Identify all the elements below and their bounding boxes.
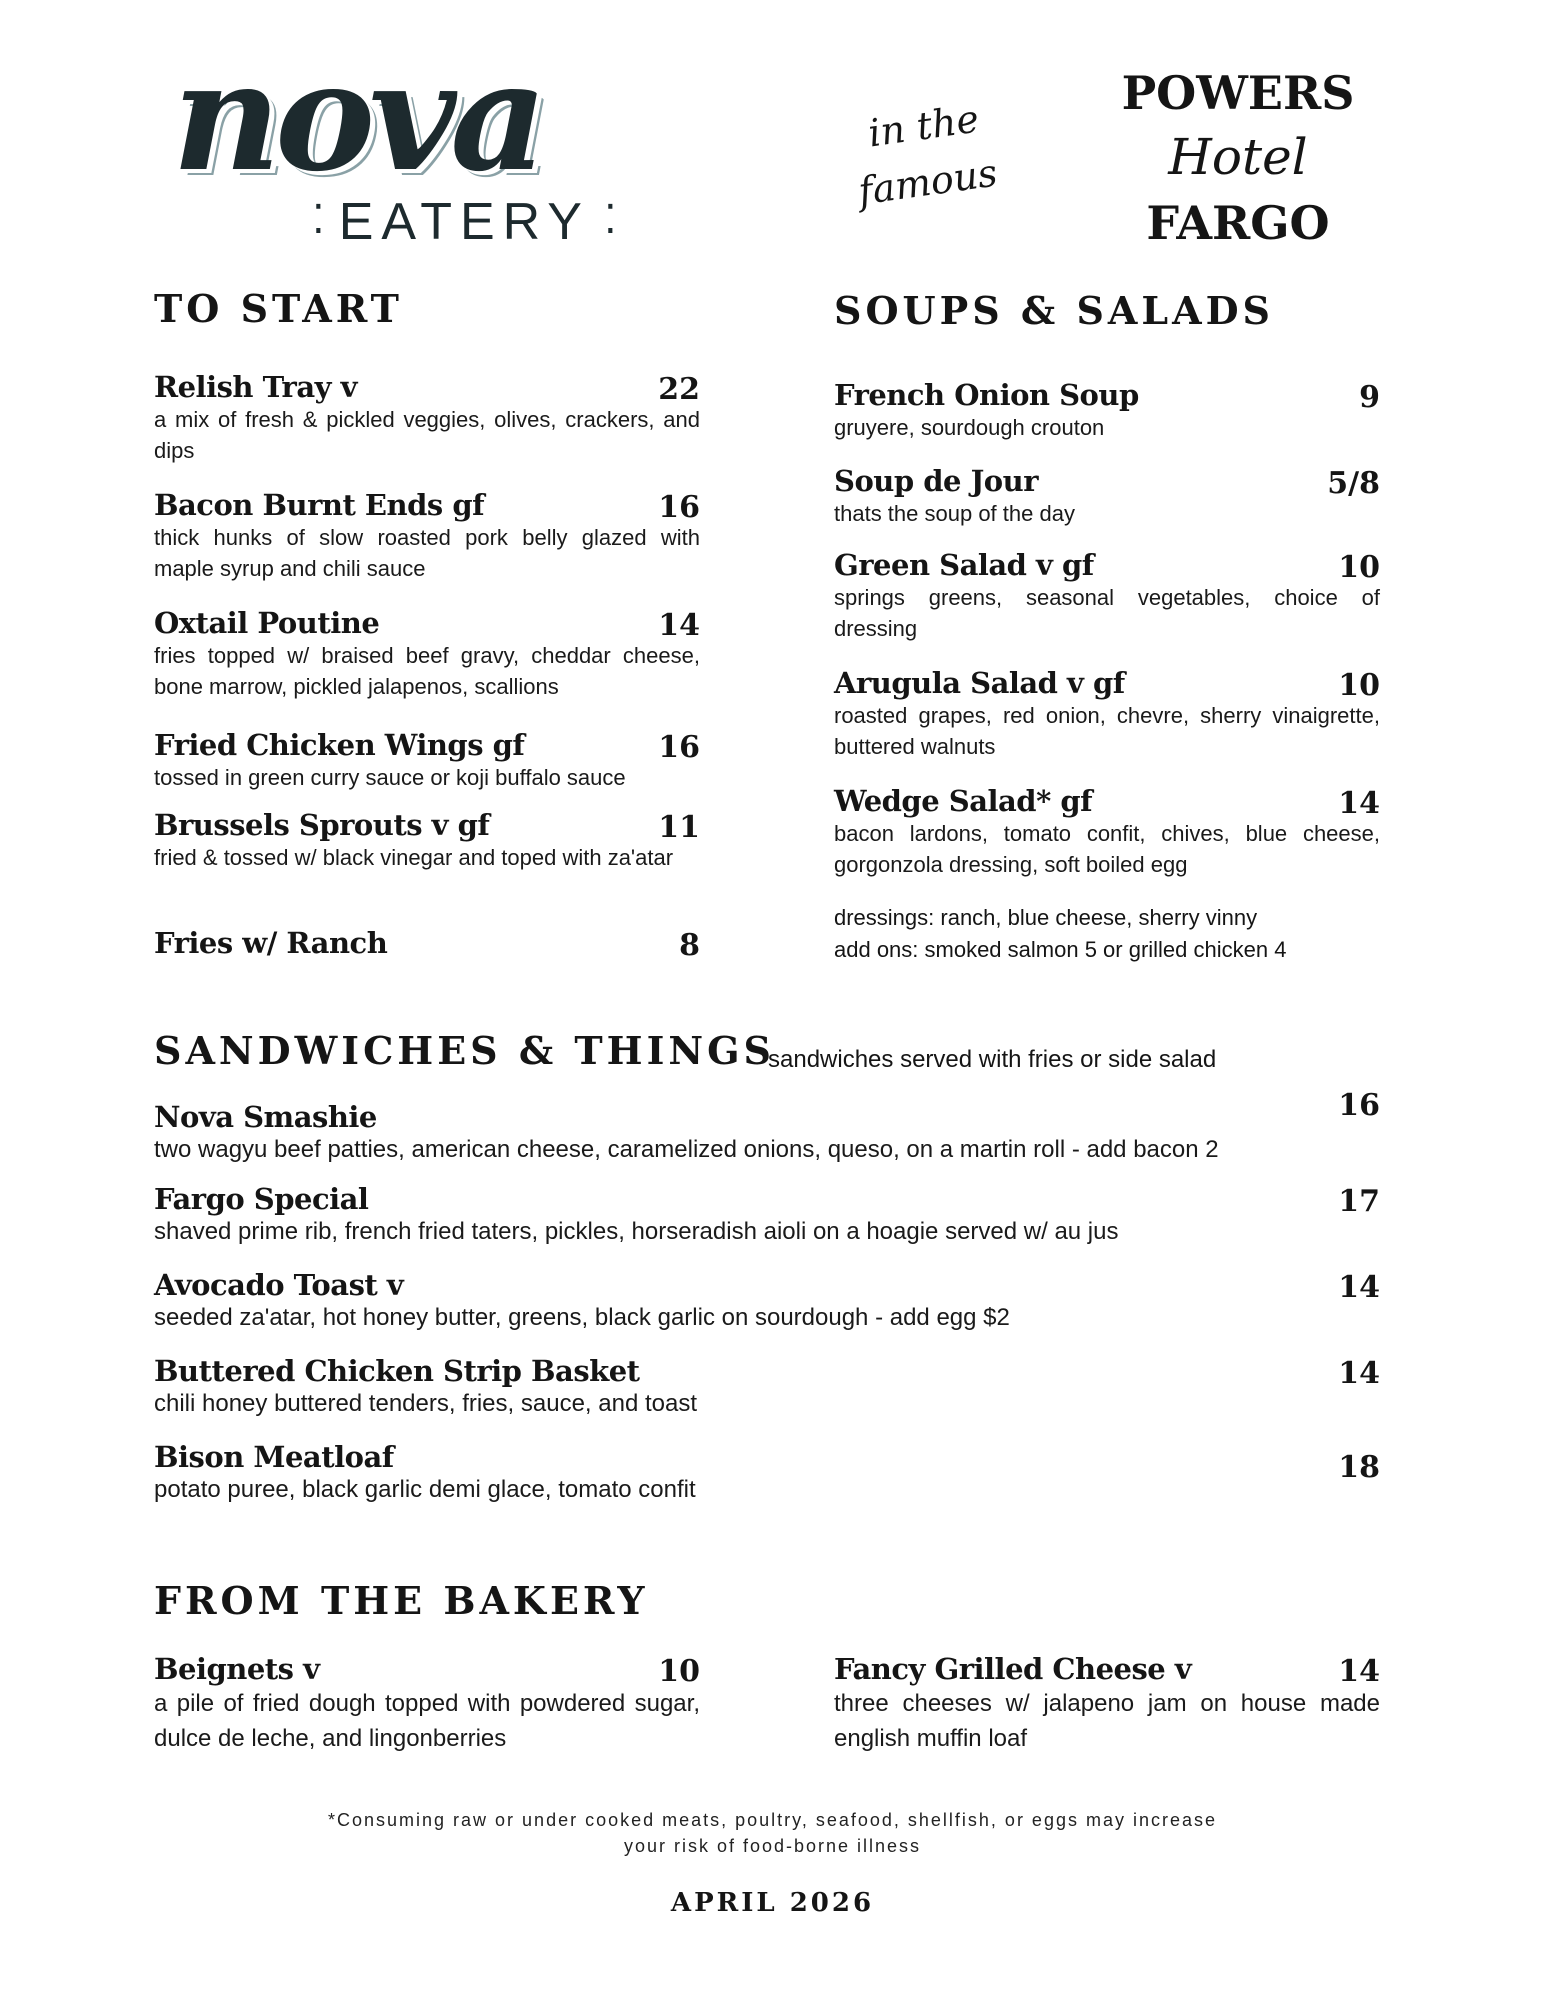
health-disclaimer-line1: *Consuming raw or under cooked meats, poultry, seafood, shellfish, or eggs may increase bbox=[327, 1810, 1218, 1830]
item-description: fried & tossed w/ black vinegar and toped with za'atar bbox=[154, 845, 674, 870]
item-name: Bison Meatloaf bbox=[154, 1440, 394, 1474]
dressings-note: dressings: ranch, blue cheese, sherry vinny bbox=[834, 905, 1258, 930]
sandwiches-subtitle: sandwiches served with fries or side salad bbox=[768, 1046, 1217, 1073]
menu-item bbox=[834, 784, 1380, 880]
item-price: 10 bbox=[1338, 668, 1380, 703]
section-title-to-start: TO START bbox=[154, 286, 403, 331]
item-price: 22 bbox=[658, 372, 700, 407]
menu-item bbox=[154, 488, 700, 584]
item-description: bacon lardons, tomato confit, chives, blue cheese, gorgonzola dressing, soft boiled egg bbox=[834, 821, 1380, 877]
script-in-the: in the bbox=[865, 96, 982, 156]
item-description: three cheeses w/ jalapeno jam on house made english muffin loaf bbox=[834, 1690, 1380, 1752]
menu-item bbox=[834, 666, 1380, 762]
item-name: Fried Chicken Wings gf bbox=[154, 728, 525, 762]
item-description: chili honey buttered tenders, fries, sauce, and toast bbox=[154, 1390, 697, 1417]
item-name: Buttered Chicken Strip Basket bbox=[154, 1354, 640, 1388]
item-name: Beignets v bbox=[154, 1652, 320, 1686]
menu-item bbox=[154, 1268, 1380, 1333]
item-price: 14 bbox=[658, 608, 700, 643]
item-description: gruyere, sourdough crouton bbox=[834, 415, 1105, 440]
menu-item bbox=[834, 378, 1380, 443]
item-description: a pile of fried dough topped with powdered sugar, dulce de leche, and lingonberries bbox=[154, 1690, 700, 1752]
menu-item bbox=[154, 1088, 1380, 1165]
item-price: 5/8 bbox=[1327, 466, 1380, 501]
item-name: Brussels Sprouts v gf bbox=[154, 808, 490, 842]
item-price: 14 bbox=[1338, 1270, 1380, 1305]
item-name: Arugula Salad v gf bbox=[834, 666, 1125, 700]
item-description: roasted grapes, red onion, chevre, sherry vinaigrette, buttered walnuts bbox=[834, 703, 1380, 759]
item-description: fries topped w/ braised beef gravy, cheddar cheese, bone marrow, pickled jalapenos, scallions bbox=[154, 643, 700, 699]
item-price: 16 bbox=[1338, 1088, 1380, 1123]
item-name: Wedge Salad* gf bbox=[834, 784, 1093, 818]
menu-item bbox=[834, 1652, 1380, 1756]
item-price: 16 bbox=[658, 730, 700, 765]
menu-item bbox=[154, 808, 700, 873]
item-name: Fargo Special bbox=[154, 1182, 369, 1216]
item-description: springs greens, seasonal vegetables, choice of dressing bbox=[834, 585, 1380, 641]
section-title-bakery: FROM THE BAKERY bbox=[154, 1578, 649, 1623]
item-name: Fries w/ Ranch bbox=[154, 926, 388, 960]
menu-item bbox=[154, 370, 700, 466]
item-description: thick hunks of slow roasted pork belly glazed with maple syrup and chili sauce bbox=[154, 525, 700, 581]
item-price: 9 bbox=[1359, 380, 1380, 415]
item-name: Oxtail Poutine bbox=[154, 606, 380, 640]
menu-item bbox=[154, 1440, 1380, 1505]
menu-item bbox=[154, 1652, 700, 1756]
item-price: 10 bbox=[658, 1654, 700, 1689]
menu-item bbox=[154, 926, 700, 963]
menu-item bbox=[154, 1354, 1380, 1419]
item-description: shaved prime rib, french fried taters, pickles, horseradish aioli on a hoagie served w/ au jus bbox=[154, 1218, 1119, 1245]
item-description: tossed in green curry sauce or koji buffalo sauce bbox=[154, 765, 626, 790]
logo-subtitle-text: EATERY bbox=[338, 193, 590, 251]
item-name: Fancy Grilled Cheese v bbox=[834, 1652, 1192, 1686]
menu-item bbox=[154, 728, 700, 793]
item-price: 17 bbox=[1338, 1184, 1380, 1219]
item-price: 16 bbox=[658, 490, 700, 525]
item-name: Relish Tray v bbox=[154, 370, 357, 404]
item-price: 14 bbox=[1338, 786, 1380, 821]
item-name: French Onion Soup bbox=[834, 378, 1139, 412]
section-title-soups-salads: SOUPS & SALADS bbox=[834, 288, 1274, 333]
hotel-name-fargo: FARGO bbox=[1146, 196, 1330, 250]
menu-item bbox=[154, 1182, 1380, 1247]
logo-subtitle bbox=[298, 192, 631, 252]
logo-wordmark: nova bbox=[172, 29, 542, 205]
item-price: 10 bbox=[1338, 550, 1380, 585]
item-name: Nova Smashie bbox=[154, 1100, 377, 1134]
item-description: thats the soup of the day bbox=[834, 501, 1075, 526]
dots-icon: ⁚ bbox=[312, 198, 325, 242]
item-price: 14 bbox=[1338, 1654, 1380, 1689]
item-price: 8 bbox=[679, 928, 700, 963]
hotel-name-powers: POWERS bbox=[1121, 66, 1355, 120]
dots-icon: ⁚ bbox=[603, 198, 617, 242]
hotel-name-hotel: Hotel bbox=[1168, 128, 1308, 186]
item-description: a mix of fresh & pickled veggies, olives, crackers, and dips bbox=[154, 407, 700, 463]
item-description: two wagyu beef patties, american cheese, caramelized onions, queso, on a martin roll - add bacon 2 bbox=[154, 1136, 1219, 1163]
item-price: 18 bbox=[1338, 1450, 1380, 1485]
menu-item bbox=[154, 606, 700, 702]
item-price: 11 bbox=[658, 810, 700, 845]
item-price: 14 bbox=[1338, 1356, 1380, 1391]
item-description: seeded za'atar, hot honey butter, greens, black garlic on sourdough - add egg $2 bbox=[154, 1304, 1010, 1331]
health-disclaimer-line2: your risk of food-borne illness bbox=[623, 1836, 922, 1856]
menu-item bbox=[834, 464, 1380, 529]
item-name: Bacon Burnt Ends gf bbox=[154, 488, 485, 522]
menu-item bbox=[834, 548, 1380, 644]
menu-date: APRIL 2026 bbox=[670, 1888, 875, 1918]
item-description: potato puree, black garlic demi glace, tomato confit bbox=[154, 1476, 696, 1503]
add-ons-note: add ons: smoked salmon 5 or grilled chicken 4 bbox=[834, 937, 1287, 962]
item-name: Green Salad v gf bbox=[834, 548, 1094, 582]
script-famous: famous bbox=[855, 150, 1000, 214]
item-name: Avocado Toast v bbox=[154, 1268, 404, 1302]
item-name: Soup de Jour bbox=[834, 464, 1038, 498]
section-title-sandwiches: SANDWICHES & THINGS bbox=[154, 1028, 775, 1073]
